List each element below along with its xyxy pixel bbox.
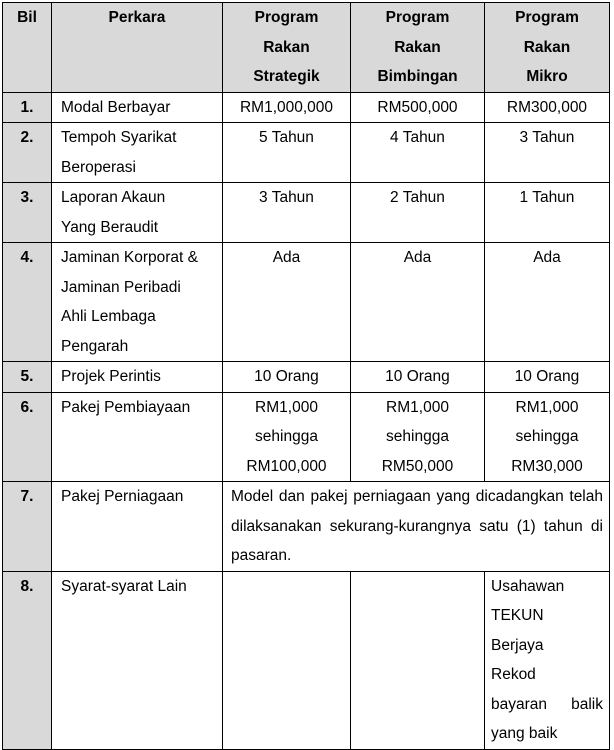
value-mikro xyxy=(485,362,610,393)
perkara-line: Pengarah xyxy=(61,337,129,355)
value-line: RM50,000 xyxy=(381,457,454,475)
value-line: RM1,000 xyxy=(255,398,318,416)
table-row xyxy=(3,183,610,243)
row-perkara xyxy=(52,392,223,482)
header-bil: Bil xyxy=(3,3,52,93)
perkara-line: Modal Berbayar xyxy=(61,98,171,116)
value-bimbingan xyxy=(351,123,485,183)
value-line: 2 Tahun xyxy=(390,189,445,206)
value-line: 10 Orang xyxy=(514,368,580,385)
value-strategik xyxy=(223,123,351,183)
value-line: sehingga xyxy=(515,428,579,445)
value-strategik xyxy=(223,571,351,749)
merged-description: Model dan pakej perniagaan yang dicadangkan telah dilaksanakan sekurang-kurangnya satu (1) tahun di pasaran. xyxy=(223,482,610,572)
header-line: Rakan xyxy=(394,38,441,56)
value-line: RM30,000 xyxy=(511,457,583,475)
perkara-line: Beroperasi xyxy=(61,158,136,176)
row-number: 3. xyxy=(3,183,52,243)
value-line: 1 Tahun xyxy=(519,189,575,206)
row-perkara xyxy=(52,362,223,393)
value-line: RM1,000 xyxy=(386,398,449,416)
requirements-table xyxy=(2,2,610,750)
row-number: 2. xyxy=(3,123,52,183)
value-line: Usahawan xyxy=(491,577,565,595)
row-perkara xyxy=(52,571,223,749)
requirements-table-wrapper xyxy=(2,2,610,750)
value-line: RM1,000 xyxy=(515,398,579,416)
row-perkara xyxy=(52,183,223,243)
row-perkara xyxy=(52,243,223,362)
value-line: sehingga xyxy=(386,428,449,445)
row-number: 6. xyxy=(3,392,52,482)
value-bimbingan xyxy=(351,92,485,123)
table-row xyxy=(3,571,610,749)
table-row xyxy=(3,362,610,393)
value-line: RM300,000 xyxy=(506,98,588,116)
row-perkara xyxy=(52,482,223,572)
header-line: Strategik xyxy=(253,68,320,85)
perkara-line: Syarat-syarat Lain xyxy=(61,577,187,595)
perkara-line: Pakej Pembiayaan xyxy=(61,398,191,416)
row-perkara xyxy=(52,123,223,183)
header-line: Rakan xyxy=(263,38,310,56)
value-bimbingan xyxy=(351,571,485,749)
value-line: Berjaya xyxy=(491,636,544,654)
header-line: Program xyxy=(254,9,319,26)
value-line: 10 Orang xyxy=(385,368,450,385)
header-line: Mikro xyxy=(526,68,568,85)
value-line: RM100,000 xyxy=(246,457,327,475)
header-program-mikro xyxy=(485,3,610,93)
value-line: sehingga xyxy=(255,428,318,445)
perkara-line: Projek Perintis xyxy=(61,368,161,385)
value-mikro xyxy=(485,392,610,482)
value-line: 10 Orang xyxy=(254,368,319,385)
value-strategik xyxy=(223,392,351,482)
perkara-line: Ahli Lembaga xyxy=(61,308,156,325)
value-mikro xyxy=(485,243,610,362)
header-line: Program xyxy=(515,9,579,26)
value-line: Rekod xyxy=(491,666,536,683)
value-line: 3 Tahun xyxy=(259,189,314,206)
value-line: TEKUN xyxy=(491,607,544,624)
header-program-bimbingan xyxy=(351,3,485,93)
value-line: Ada xyxy=(272,249,301,266)
value-line: Ada xyxy=(533,249,561,266)
perkara-line: Laporan Akaun xyxy=(61,189,166,206)
row-number: 1. xyxy=(3,92,52,123)
header-line: Rakan xyxy=(523,38,571,56)
perkara-line: Jaminan Korporat & xyxy=(61,249,198,266)
header-line: Bimbingan xyxy=(377,68,458,85)
value-line: yang baik xyxy=(491,725,558,742)
table-row xyxy=(3,482,610,572)
value-bimbingan xyxy=(351,183,485,243)
value-mikro xyxy=(485,123,610,183)
row-perkara xyxy=(52,92,223,123)
value-line: RM500,000 xyxy=(377,98,458,116)
header-line: Program xyxy=(385,9,450,26)
table-row xyxy=(3,123,610,183)
value-line: 4 Tahun xyxy=(390,129,445,146)
perkara-line: Jaminan Peribadi xyxy=(61,278,181,296)
perkara-line: Tempoh Syarikat xyxy=(61,129,177,146)
value-line: RM1,000,000 xyxy=(239,98,334,116)
value-line: Ada xyxy=(403,249,432,266)
perkara-line: Yang Beraudit xyxy=(61,218,159,236)
value-bimbingan xyxy=(351,392,485,482)
value-mikro xyxy=(485,571,610,749)
perkara-line: Pakej Perniagaan xyxy=(61,488,184,505)
value-bimbingan xyxy=(351,362,485,393)
value-mikro xyxy=(485,92,610,123)
row-number: 7. xyxy=(3,482,52,572)
value-bimbingan xyxy=(351,243,485,362)
table-header-row xyxy=(3,3,610,93)
value-strategik xyxy=(223,92,351,123)
value-mikro xyxy=(485,183,610,243)
row-number: 5. xyxy=(3,362,52,393)
table-row xyxy=(3,243,610,362)
value-strategik xyxy=(223,243,351,362)
row-number: 8. xyxy=(3,571,52,749)
table-row xyxy=(3,392,610,482)
value-line: bayaran balik xyxy=(491,695,603,713)
value-line: 5 Tahun xyxy=(259,129,314,146)
value-line: 3 Tahun xyxy=(519,129,575,146)
header-program-strategik xyxy=(223,3,351,93)
value-strategik xyxy=(223,362,351,393)
table-row xyxy=(3,92,610,123)
header-perkara: Perkara xyxy=(52,3,223,93)
row-number: 4. xyxy=(3,243,52,362)
value-strategik xyxy=(223,183,351,243)
